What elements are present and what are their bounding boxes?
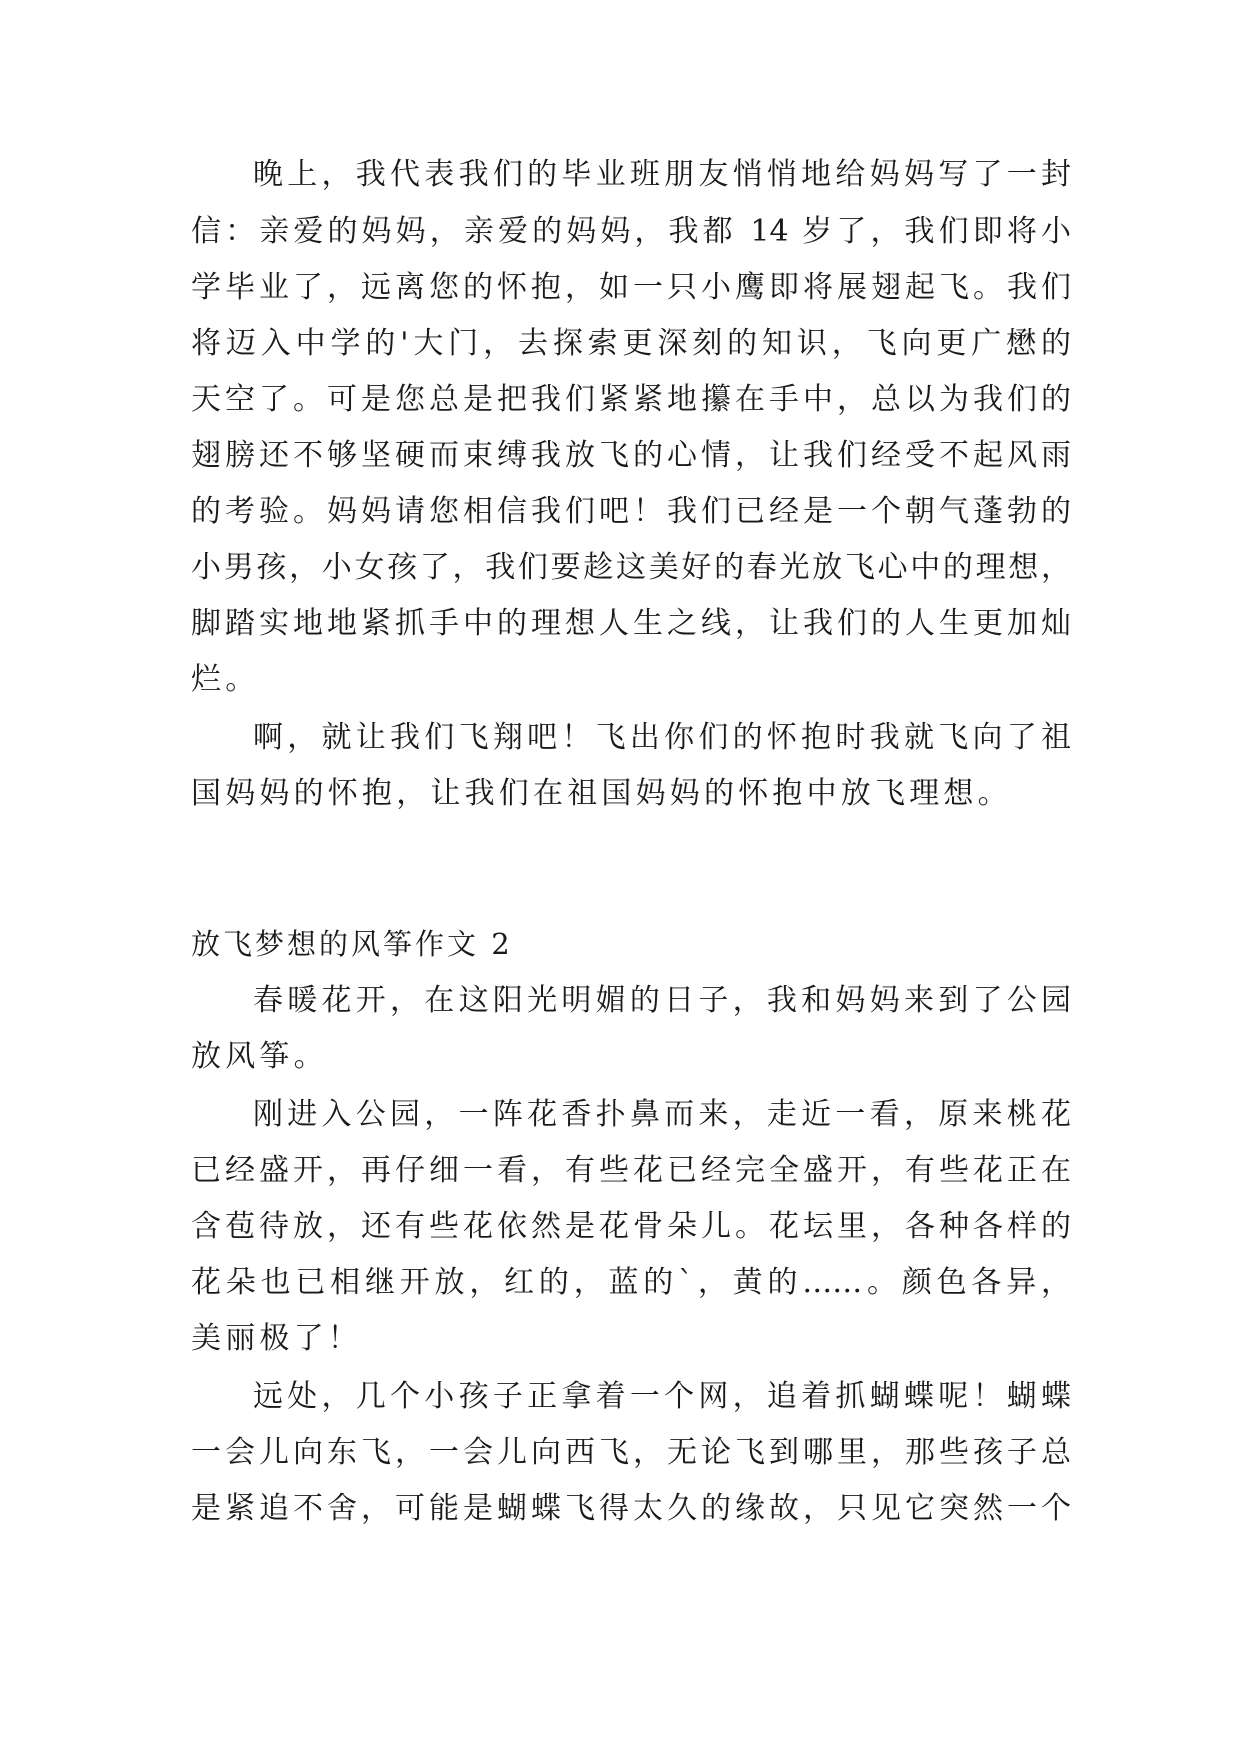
section-title: 放飞梦想的风筝作文 2: [191, 927, 513, 961]
text-line: 晚上，我代表我们的毕业班朋友悄悄地给妈妈写了一封: [253, 157, 1071, 192]
text-line: 小男孩，小女孩了，我们要趁这美好的春光放飞心中的理想，: [191, 550, 1071, 585]
text-line: 已经盛开，再仔细一看，有些花已经完全盛开，有些花正在: [191, 1153, 1071, 1188]
text-line: 是紧追不舍，可能是蝴蝶飞得太久的缘故，只见它突然一个: [191, 1491, 1071, 1526]
text-line: 一会儿向东飞，一会儿向西飞，无论飞到哪里，那些孩子总: [191, 1435, 1071, 1470]
text-line: 春暖花开，在这阳光明媚的日子，我和妈妈来到了公园: [253, 983, 1071, 1018]
text-line: 天空了。可是您总是把我们紧紧地攥在手中，总以为我们的: [191, 382, 1071, 417]
text-line: 啊，就让我们飞翔吧！飞出你们的怀抱时我就飞向了祖: [253, 720, 1071, 755]
text-line: 信：亲爱的妈妈，亲爱的妈妈，我都 14 岁了，我们即将小: [191, 214, 1071, 249]
text-line: 美丽极了！: [191, 1321, 362, 1356]
text-line: 翅膀还不够坚硬而束缚我放飞的心情，让我们经受不起风雨: [191, 438, 1071, 473]
text-line: 放风筝。: [191, 1039, 328, 1074]
text-line: 烂。: [191, 662, 260, 697]
text-line: 远处，几个小孩子正拿着一个网，追着抓蝴蝶呢！蝴蝶: [253, 1379, 1071, 1414]
text-line: 花朵也已相继开放，红的，蓝的`，黄的……。颜色各异，: [191, 1265, 1071, 1300]
text-line: 含苞待放，还有些花依然是花骨朵儿。花坛里，各种各样的: [191, 1209, 1071, 1244]
text-line: 脚踏实地地紧抓手中的理想人生之线，让我们的人生更加灿: [191, 606, 1071, 641]
text-line: 学毕业了，远离您的怀抱，如一只小鹰即将展翅起飞。我们: [191, 270, 1071, 305]
text-line: 将迈入中学的'大门，去探索更深刻的知识，飞向更广懋的: [191, 326, 1071, 361]
text-line: 国妈妈的怀抱，让我们在祖国妈妈的怀抱中放飞理想。: [191, 776, 1012, 811]
text-line: 的考验。妈妈请您相信我们吧！我们已经是一个朝气蓬勃的: [191, 494, 1071, 529]
text-line: 刚进入公园，一阵花香扑鼻而来，走近一看，原来桃花: [253, 1097, 1071, 1132]
